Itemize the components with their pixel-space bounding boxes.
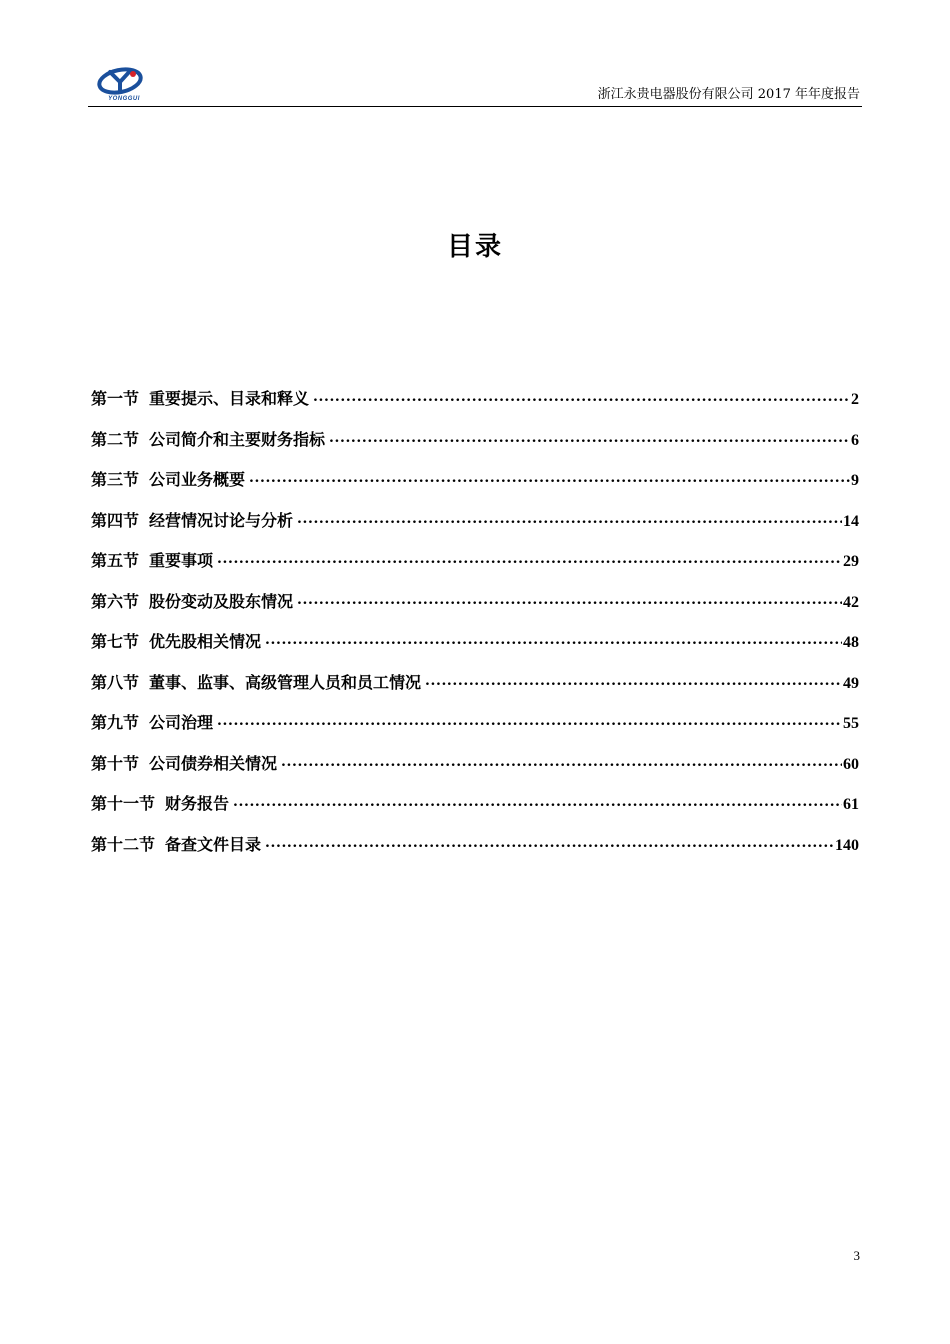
logo-mark-icon bbox=[96, 66, 144, 96]
toc-section-number: 第八节 bbox=[91, 672, 140, 692]
toc-entry[interactable] bbox=[91, 629, 859, 670]
toc-entry-label bbox=[91, 629, 265, 652]
toc-entry[interactable] bbox=[91, 548, 859, 589]
toc-section-name: 公司治理 bbox=[149, 713, 214, 732]
toc-page-number: 14 bbox=[843, 512, 859, 530]
toc-entry[interactable] bbox=[91, 710, 859, 751]
document-title: 目录 bbox=[446, 232, 503, 262]
toc-section-number: 第二节 bbox=[91, 429, 140, 449]
toc-entry-label bbox=[91, 832, 265, 855]
toc-section-name: 董事、监事、高级管理人员和员工情况 bbox=[149, 672, 422, 692]
toc-leader-dots bbox=[329, 429, 850, 445]
toc-leader-dots bbox=[249, 469, 850, 485]
toc-section-name: 重要事项 bbox=[149, 551, 214, 570]
toc-leader-dots bbox=[297, 510, 842, 526]
toc-section-number: 第九节 bbox=[91, 713, 140, 732]
toc-entry-label bbox=[91, 508, 297, 531]
toc-entry[interactable] bbox=[91, 791, 859, 832]
toc-section-name: 财务报告 bbox=[165, 794, 230, 813]
toc-entry-label bbox=[91, 427, 329, 450]
table-of-contents bbox=[91, 386, 859, 872]
toc-page-number: 61 bbox=[843, 796, 859, 813]
header-title: 浙江永贵电器股份有限公司 2017 年年度报告 bbox=[597, 87, 860, 102]
toc-entry[interactable] bbox=[91, 386, 859, 427]
toc-section-name: 公司业务概要 bbox=[149, 470, 246, 489]
toc-entry-label bbox=[91, 386, 313, 409]
toc-section-name: 公司债券相关情况 bbox=[149, 753, 278, 773]
toc-page-number: 60 bbox=[843, 755, 859, 773]
toc-leader-dots bbox=[281, 753, 842, 769]
toc-section-number: 第四节 bbox=[91, 510, 140, 530]
toc-page-number: 42 bbox=[843, 593, 859, 611]
toc-section-name: 经营情况讨论与分析 bbox=[149, 510, 294, 530]
toc-entry[interactable] bbox=[91, 427, 859, 468]
toc-section-name: 公司简介和主要财务指标 bbox=[149, 429, 326, 449]
toc-leader-dots bbox=[265, 631, 842, 647]
toc-section-number: 第六节 bbox=[91, 591, 140, 611]
toc-section-number: 第十节 bbox=[91, 753, 140, 773]
toc-leader-dots bbox=[217, 550, 842, 566]
toc-page-number: 48 bbox=[843, 634, 859, 651]
page-header bbox=[88, 62, 862, 107]
toc-page-number: 29 bbox=[843, 553, 859, 570]
toc-section-number: 第十二节 bbox=[91, 834, 156, 854]
toc-leader-dots bbox=[313, 388, 850, 404]
toc-section-number: 第五节 bbox=[91, 551, 140, 570]
toc-section-name: 优先股相关情况 bbox=[149, 632, 262, 651]
toc-section-name: 股份变动及股东情况 bbox=[149, 591, 294, 611]
toc-leader-dots bbox=[297, 591, 842, 607]
toc-section-number: 第一节 bbox=[91, 389, 140, 408]
toc-entry-label bbox=[91, 548, 217, 571]
toc-entry-label bbox=[91, 791, 233, 814]
toc-page-number: 55 bbox=[843, 715, 859, 732]
toc-section-number: 第七节 bbox=[91, 632, 140, 651]
page-number: 3 bbox=[853, 1248, 860, 1263]
logo-text: YONGGUI bbox=[108, 96, 140, 102]
toc-entry-label bbox=[91, 751, 281, 774]
toc-page-number: 140 bbox=[835, 836, 859, 854]
toc-leader-dots bbox=[233, 793, 842, 809]
toc-page-number: 2 bbox=[851, 391, 859, 408]
toc-entry[interactable] bbox=[91, 670, 859, 711]
toc-section-number: 第三节 bbox=[91, 470, 140, 489]
toc-page-number: 49 bbox=[843, 674, 859, 692]
toc-section-number: 第十一节 bbox=[91, 794, 156, 813]
toc-entry-label bbox=[91, 710, 217, 733]
toc-entry[interactable] bbox=[91, 508, 859, 549]
toc-section-name: 备查文件目录 bbox=[165, 834, 262, 854]
toc-entry-label bbox=[91, 589, 297, 612]
toc-leader-dots bbox=[217, 712, 842, 728]
toc-entry[interactable] bbox=[91, 751, 859, 792]
toc-entry-label bbox=[91, 670, 425, 693]
toc-leader-dots bbox=[265, 834, 834, 850]
toc-section-name: 重要提示、目录和释义 bbox=[149, 389, 310, 408]
company-logo bbox=[96, 66, 144, 102]
toc-page-number: 9 bbox=[851, 472, 859, 489]
toc-entry[interactable] bbox=[91, 832, 859, 873]
toc-page-number: 6 bbox=[851, 431, 859, 449]
toc-leader-dots bbox=[425, 672, 842, 688]
toc-entry[interactable] bbox=[91, 589, 859, 630]
toc-entry-label bbox=[91, 467, 249, 490]
toc-entry[interactable] bbox=[91, 467, 859, 508]
